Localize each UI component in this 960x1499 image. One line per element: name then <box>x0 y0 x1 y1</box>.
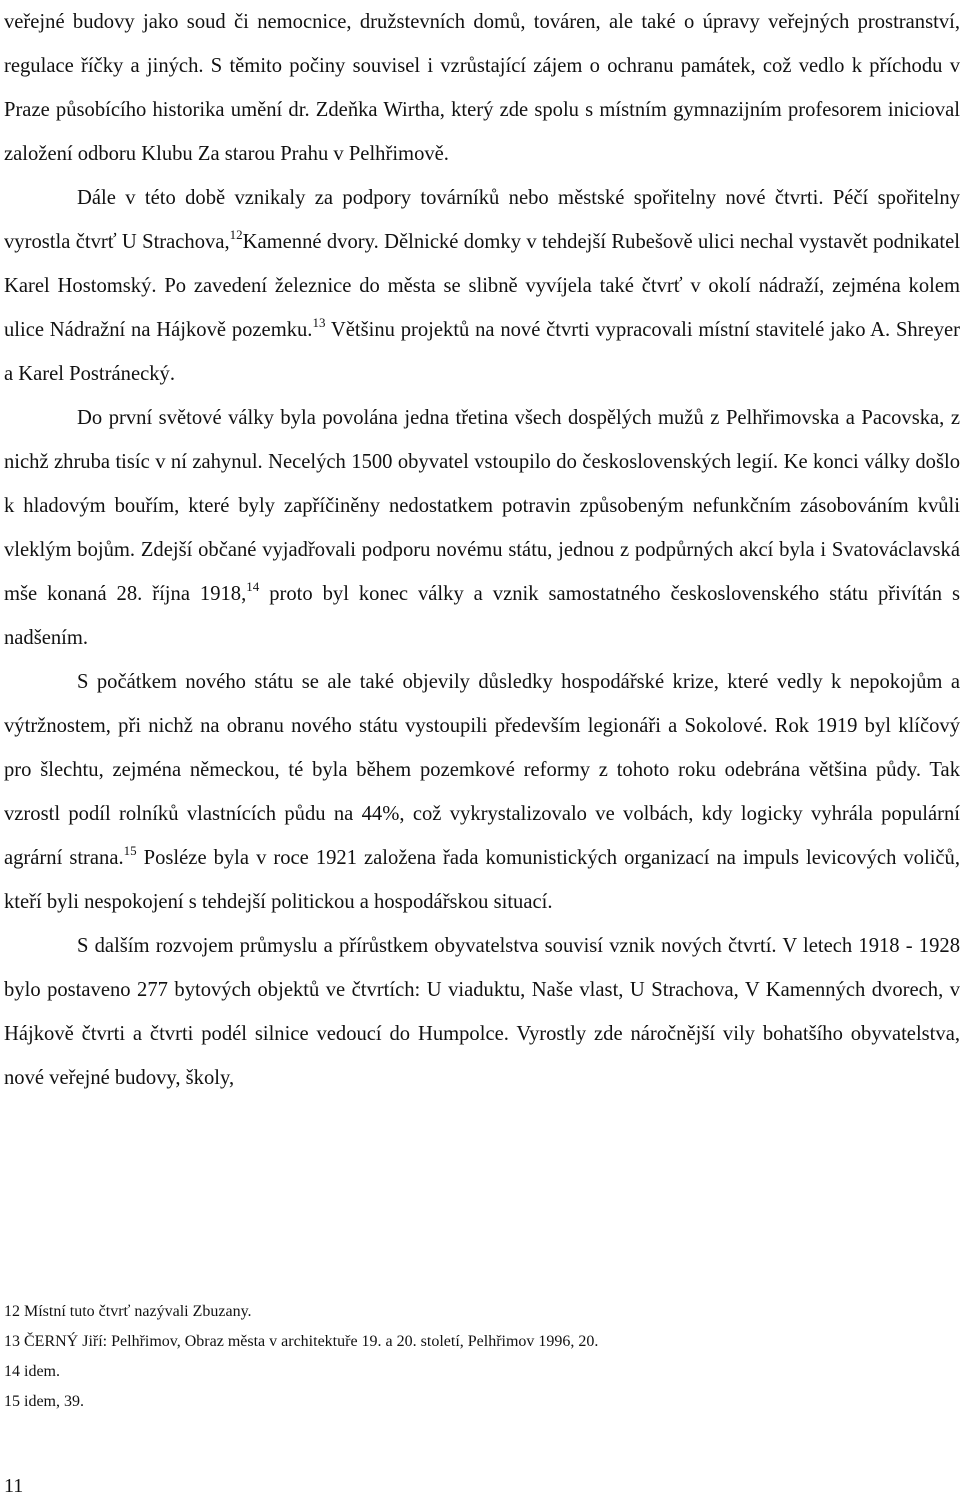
footnote: 15 idem, 39. <box>4 1393 84 1410</box>
paragraph-text: S dalším rozvojem průmyslu a přírůstkem obyvatelstva souvisí vznik nových čtvrtí. V letech 1918 - 1928 bylo postaveno 277 bytových objektů ve čtvrtích: U viaduktu, Naše vlast, U Strachova, V Kamenných dvorech, v Hájkově čtvrti a čtvrti podél silnice vedoucí do Humpolce. Vyrostly zde náročnější vily bohatšího obyvatelstva, nové veřejné budovy, školy, <box>4 935 960 1089</box>
paragraph <box>4 660 960 924</box>
footnote: 14 idem. <box>4 1363 60 1380</box>
paragraph-text: Většinu projektů na nové čtvrti vypracovali místní stavitelé jako A. Shreyer a Karel Postránecký. <box>4 319 960 385</box>
paragraph <box>4 924 960 1100</box>
paragraph <box>4 396 960 660</box>
body-text <box>4 0 960 1100</box>
footnote-reference[interactable]: 15 <box>123 843 137 858</box>
paragraph-text: Kamenné dvory. Dělnické domky v tehdejší Rubešově ulici nechal vystavět podnikatel Karel Hostomský. Po zavedení železnice do města se slibně vyvíjela také čtvrť v okolí nádraží, zejména kolem ulice Nádražní na Hájkově pozemku. <box>4 231 960 341</box>
paragraph <box>4 0 960 176</box>
paragraph <box>4 176 960 396</box>
paragraph-text: Dále v této době vznikaly za podpory továrníků nebo městské spořitelny nové čtvrti. Péčí spořitelny vyrostla čtvrť U Strachova, <box>4 187 960 253</box>
paragraph-text: Do první světové války byla povolána jedna třetina všech dospělých mužů z Pelhřimovska a Pacovska, z nichž zhruba tisíc v ní zahynul. Necelých 1500 obyvatel vstoupilo do československých legií. Ke konci války došlo k hladovým bouřím, které byly zapříčiněny nedostatkem potravin způsobeným nefunkčním zásobováním kvůli vleklým bojům. Zdejší občané vyjadřovali podporu novému státu, jednou z podpůrných akcí byla i Svatováclavská mše konaná 28. října 1918, <box>4 407 960 605</box>
footnote-reference[interactable]: 12 <box>229 227 243 242</box>
footnote-reference[interactable]: 14 <box>246 579 260 594</box>
footnotes <box>4 1297 904 1417</box>
footnote: 12 Místní tuto čtvrť nazývali Zbuzany. <box>4 1303 252 1320</box>
document-page <box>4 0 960 1100</box>
footnote-reference[interactable]: 13 <box>312 315 326 330</box>
paragraph-text: veřejné budovy jako soud či nemocnice, družstevních domů, továren, ale také o úpravy veřejných prostranství, regulace říčky a jiných. S těmito počiny souvisel i vzrůstající zájem o ochranu památek, což vedlo k příchodu v Praze působícího historika umění dr. Zdeňka Wirtha, který zde spolu s místním gymnazijním profesorem inicioval založení odboru Klubu Za starou Prahu v Pelhřimově. <box>4 11 960 165</box>
paragraph-text: S počátkem nového státu se ale také objevily důsledky hospodářské krize, které vedly k nepokojům a výtržnostem, při nichž na obranu nového státu vystoupili především legionáři a Sokolové. Rok 1919 byl klíčový pro šlechtu, zejména německou, té byla během pozemkové reformy z tohoto roku odebrána většina půdy. Tak vzrostl podíl rolníků vlastnících půdu na 44%, což vykrystalizovalo ve volbách, kdy logicky vyhrála populární agrární strana. <box>4 671 960 869</box>
paragraph-text: Posléze byla v roce 1921 založena řada komunistických organizací na impuls levicových voličů, kteří byli nespokojení s tehdejší politickou a hospodářskou situací. <box>4 847 960 913</box>
page-number: 11 <box>4 1475 24 1497</box>
paragraph-text: proto byl konec války a vznik samostatného československého státu přivítán s nadšením. <box>4 583 960 649</box>
footnote: 13 ČERNÝ Jiří: Pelhřimov, Obraz města v architektuře 19. a 20. století, Pelhřimov 1996, 20. <box>4 1333 599 1350</box>
